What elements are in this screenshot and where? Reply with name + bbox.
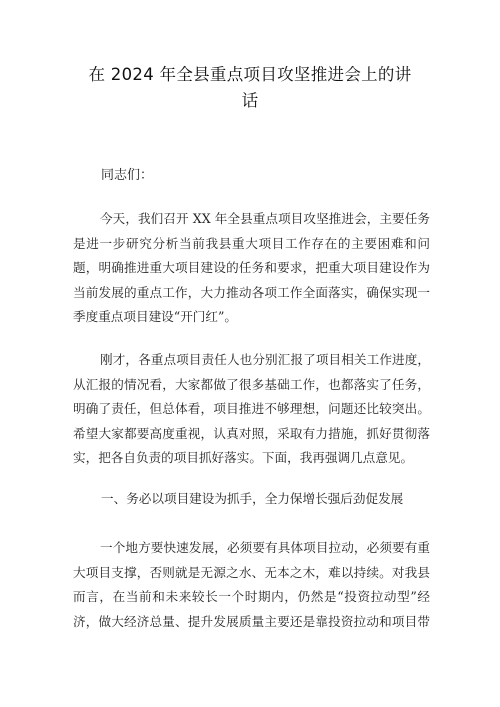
paragraph-line: 大项目支撑，否则就是无源之水、无本之木，难以持续。对我县 <box>73 564 430 580</box>
paragraph-line: 实，把各自负责的项目抓好落实。下面，我再强调几点意见。 <box>73 450 414 465</box>
paragraph-line: 明确了责任，但总体看，项目推进不够理想，问题还比较突出。 <box>73 401 430 416</box>
page-title <box>60 62 440 114</box>
title-line-2: 话 <box>241 91 259 110</box>
paragraph-line: 希望大家都要高度重视，认真对照，采取有力措施，抓好贯彻落 <box>73 425 430 441</box>
paragraph-line: 当前发展的重点工作，大力推动各项工作全面落实，确保实现一 <box>73 284 430 300</box>
paragraph-3 <box>73 536 430 634</box>
greeting: 同志们： <box>101 168 154 183</box>
section-heading-1: 一、务必以项目建设为抓手，全力保增长强后劲促发展 <box>101 491 404 506</box>
paragraph-line: 从汇报的情况看，大家都做了很多基础工作，也都落实了任务， <box>73 376 430 392</box>
paragraph-line: 济，做大经济总量、提升发展质量主要还是靠投资拉动和项目带 <box>73 613 430 629</box>
paragraph-2 <box>73 348 430 471</box>
paragraph-line: 今天，我们召开 XX 年全县重点项目攻坚推进会，主要任务 <box>100 211 430 226</box>
paragraph-line: 季度重点项目建设“开门红”。 <box>73 309 238 324</box>
paragraph-1 <box>73 207 430 330</box>
paragraph-line: 题，明确推进重大项目建设的任务和要求，把重大项目建设作为 <box>73 260 430 275</box>
paragraph-line: 刚才，各重点项目责任人也分别汇报了项目相关工作进度， <box>100 352 430 367</box>
paragraph-line: 一个地方要快速发展，必须要有具体项目拉动，必须要有重 <box>100 540 430 555</box>
title-line-1: 在 2024 年全县重点项目攻坚推进会上的讲 <box>88 65 412 84</box>
paragraph-line: 而言，在当前和未来较长一个时期内，仍然是“投资拉动型”经 <box>73 589 430 604</box>
paragraph-line: 是进一步研究分析当前我县重大项目工作存在的主要困难和问 <box>73 235 430 251</box>
